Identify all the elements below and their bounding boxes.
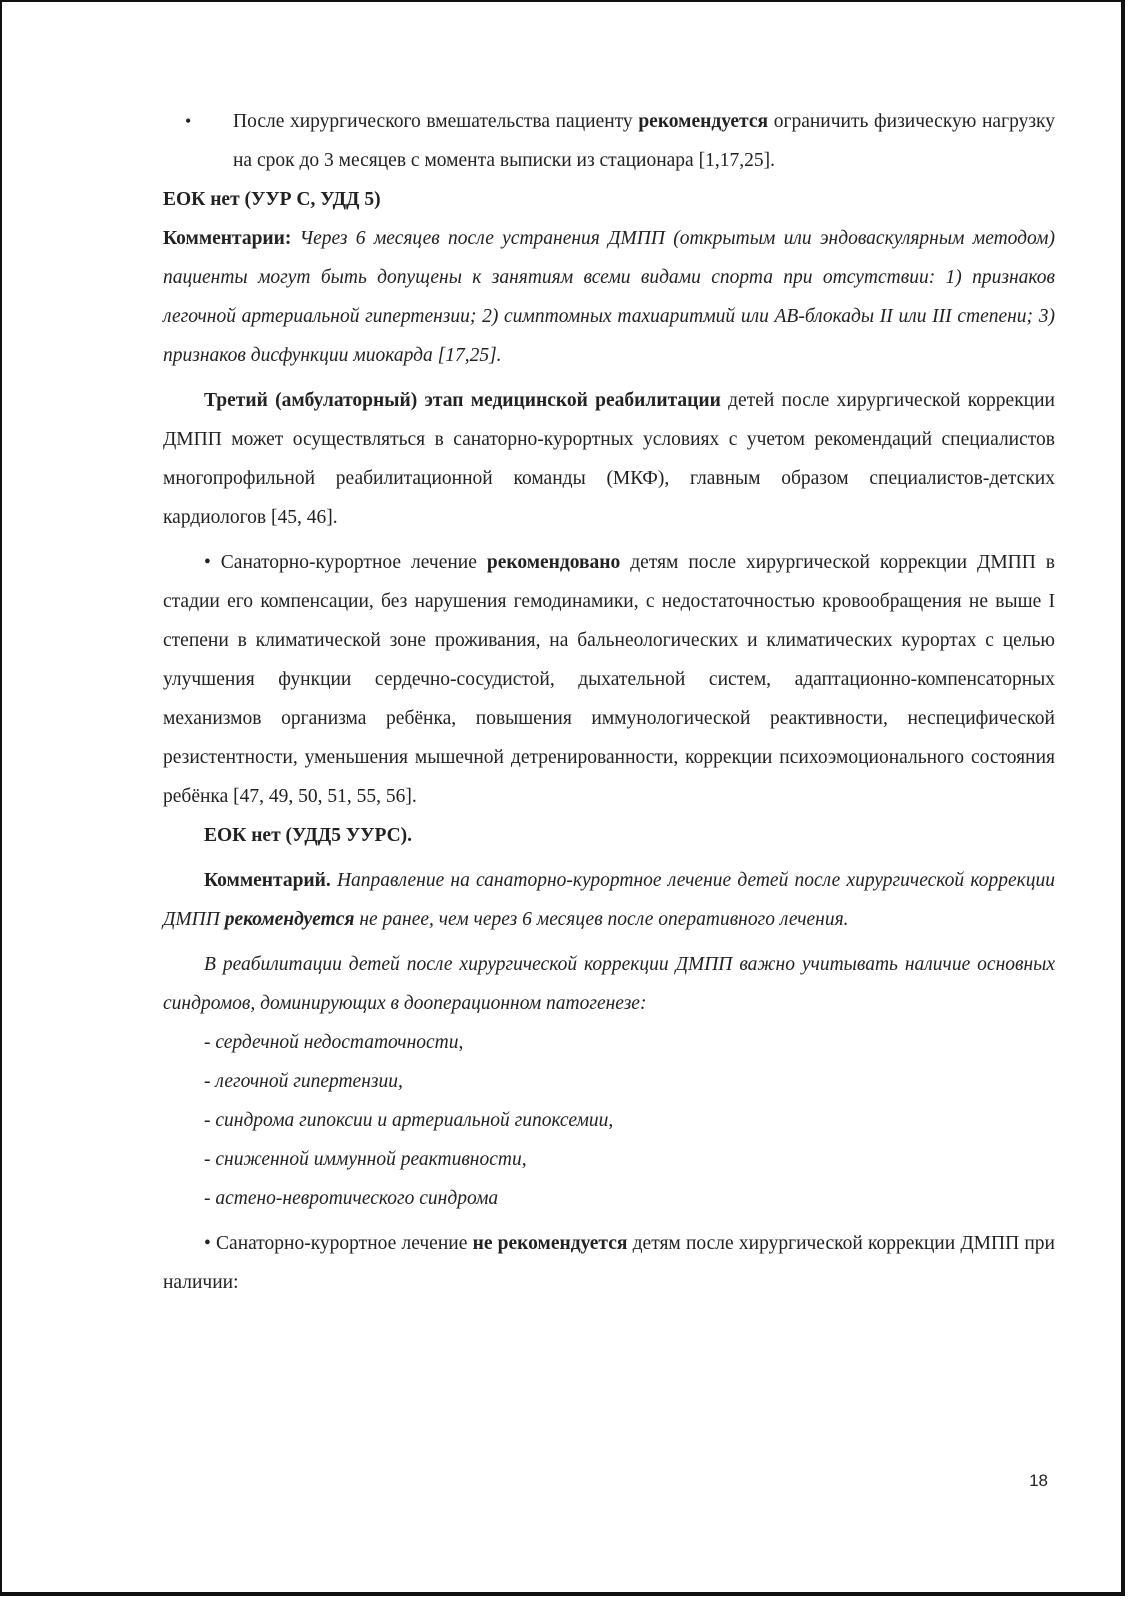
list-item: - астено-невротического синдрома <box>204 1188 499 1209</box>
comment-label: Комментарии: <box>163 228 292 249</box>
bullet-icon: • <box>204 552 211 573</box>
document-body <box>163 102 1055 1302</box>
list-item: - легочной гипертензии, <box>204 1071 403 1092</box>
comment-sport: Комментарии: Через 6 месяцев после устранения ДМПП (открытым или эндоваскулярным методом) пациенты могут быть допущены к занятиям всеми видами спорта при отсутствии: 1) признаков легочной артериальной гипертензии; 2) симптомных тахиаритмий или АВ-блокады II или III степени; 3) признаков дисфункции миокарда [17,25]. <box>163 228 1055 366</box>
evidence-level-2: ЕОК нет (УДД5 УУРС). <box>204 825 413 846</box>
evidence-level-1: ЕОК нет (УУР С, УДД 5) <box>163 189 381 210</box>
comment-sanatorium-referral: Комментарий. Направление на санаторно-курортное лечение детей после хирургической коррекции ДМПП рекомендуется не ранее, чем через 6 месяцев после оперативного лечения. <box>163 870 1055 930</box>
comment-label: Комментарий. <box>204 870 331 891</box>
recommendation-sanatorium: • Санаторно-курортное лечение рекомендовано детям после хирургической коррекции ДМПП в стадии его компенсации, без нарушения гемодинамики, с недостаточностью кровообращения не выше I степени в климатической зоне проживания, на бальнеологических и климатических курортах с целью улучшения функции сердечно-сосудистой, дыхательной систем, адаптационно-компенсаторных механизмов организма ребёнка, повышения иммунологической реактивности, неспецифической резистентности, уменьшения мышечной детренированности, коррекции психоэмоционального состояния ребёнка [47, 49, 50, 51, 55, 56]. <box>163 552 1055 807</box>
list-item: - синдрома гипоксии и артериальной гипоксемии, <box>204 1110 614 1131</box>
recommendation-sanatorium-contraindication: • Санаторно-курортное лечение не рекомендуется детям после хирургической коррекции ДМПП при наличии: <box>163 1233 1055 1293</box>
list-item: - сниженной иммунной реактивности, <box>204 1149 527 1170</box>
bullet-icon: • <box>204 1233 211 1254</box>
list-item: - сердечной недостаточности, <box>204 1032 464 1053</box>
rehab-stage-paragraph: Третий (амбулаторный) этап медицинской реабилитации детей после хирургической коррекции ДМПП может осуществляться в санаторно-курортных условиях с учетом рекомендаций специалистов многопрофильной реабилитационной команды (МКФ), главным образом специалистов-детских кардиологов [45, 46]. <box>163 390 1055 528</box>
page-number: 18 <box>1029 1471 1048 1490</box>
rehab-intro: В реабилитации детей после хирургической коррекции ДМПП важно учитывать наличие основных синдромов, доминирующих в дооперационном патогенезе: <box>163 954 1055 1014</box>
recommendation-physical-load: • После хирургического вмешательства пациенту рекомендуется ограничить физическую нагрузку на срок до 3 месяцев с момента выписки из стационара [1,17,25]. <box>163 102 1055 180</box>
bullet-icon: • <box>185 111 192 131</box>
